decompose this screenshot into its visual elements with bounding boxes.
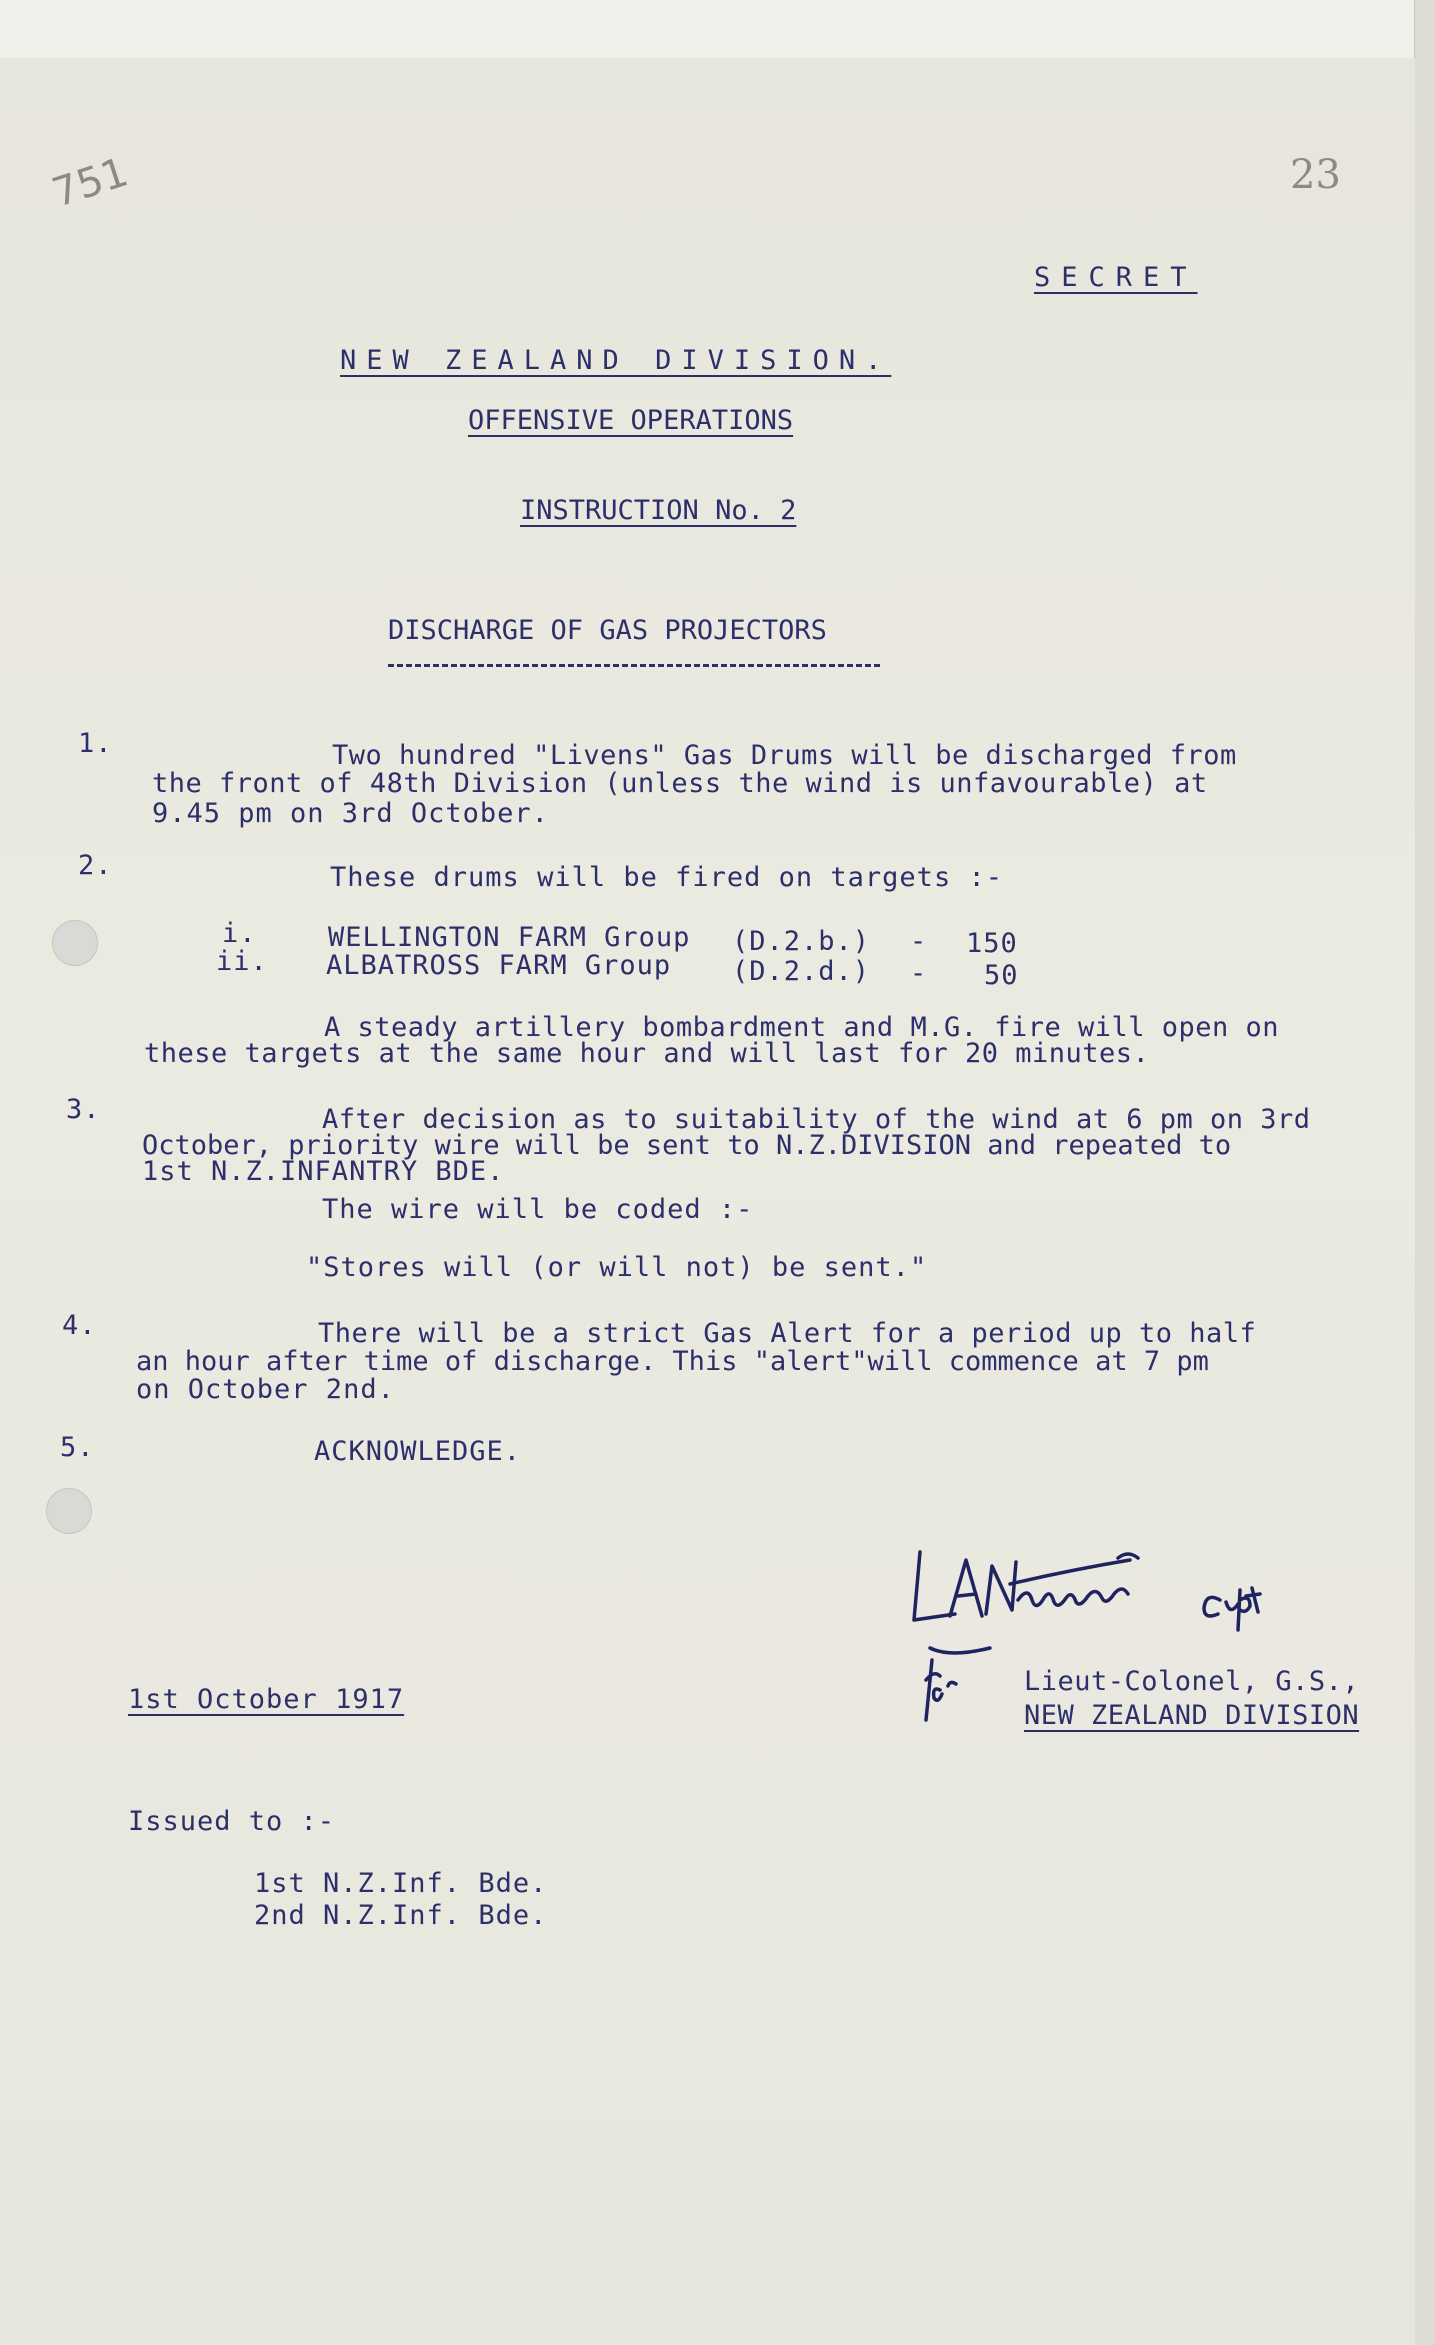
- paragraph-number: 2.: [78, 850, 113, 881]
- underlying-page-right-edge: [1414, 0, 1435, 2345]
- target-map-ref: (D.2.d.): [732, 956, 871, 987]
- archive-ref-number: 751: [46, 149, 134, 217]
- target-count: 50: [984, 960, 1019, 991]
- paragraph-3-line: 1st N.Z.INFANTRY BDE.: [142, 1156, 505, 1187]
- paragraph-number: 1.: [78, 728, 113, 759]
- target-name: ALBATROSS FARM Group: [326, 950, 672, 981]
- coded-message: "Stores will (or will not) be sent.": [306, 1252, 928, 1283]
- paragraph-2-line: these targets at the same hour and will last for 20 minutes.: [144, 1038, 1150, 1069]
- division-heading: NEW ZEALAND DIVISION.: [340, 345, 892, 376]
- paragraph-4-line: There will be a strict Gas Alert for a period up to half: [318, 1318, 1257, 1349]
- paragraph-3-line: October, priority wire will be sent to N.Z.DIVISION and repeated to: [142, 1130, 1232, 1161]
- target-dash: -: [910, 926, 928, 957]
- paragraph-3-line: The wire will be coded :-: [322, 1194, 754, 1225]
- underlying-page-edge: [0, 0, 1435, 60]
- paragraph-2-intro: These drums will be fired on targets :-: [330, 862, 1003, 893]
- acknowledge-instruction: ACKNOWLEDGE.: [314, 1436, 522, 1467]
- target-name: WELLINGTON FARM Group: [328, 922, 691, 953]
- paragraph-4-line: on October 2nd.: [136, 1374, 395, 1405]
- recipient: 1st N.Z.Inf. Bde.: [254, 1868, 548, 1899]
- target-number: i.: [222, 918, 257, 949]
- target-map-ref: (D.2.b.): [732, 926, 871, 957]
- page-number: 23: [1290, 152, 1341, 198]
- paragraph-1-line: Two hundred "Livens" Gas Drums will be discharged from: [332, 740, 1237, 771]
- document-date: 1st October 1917: [128, 1684, 405, 1715]
- punch-hole: [52, 920, 98, 966]
- operations-heading: OFFENSIVE OPERATIONS: [468, 405, 794, 436]
- subject-underline: [388, 664, 880, 667]
- issued-to-label: Issued to :-: [128, 1806, 336, 1837]
- paragraph-3-line: After decision as to suitability of the wind at 6 pm on 3rd: [322, 1104, 1311, 1135]
- instruction-heading: INSTRUCTION No. 2: [520, 495, 797, 526]
- signatory-title: Lieut-Colonel, G.S.,: [1024, 1666, 1360, 1697]
- target-number: ii.: [216, 946, 268, 977]
- recipient: 2nd N.Z.Inf. Bde.: [254, 1900, 548, 1931]
- target-dash: -: [910, 958, 928, 989]
- paragraph-2-line: A steady artillery bombardment and M.G. fire will open on: [324, 1012, 1280, 1043]
- paragraph-1-line: the front of 48th Division (unless the wind is unfavourable) at: [152, 768, 1208, 799]
- paragraph-1-line: 9.45 pm on 3rd October.: [152, 798, 549, 829]
- paragraph-number: 5.: [60, 1432, 95, 1463]
- target-count: 150: [966, 928, 1018, 959]
- punch-hole: [46, 1488, 92, 1534]
- paragraph-4-line: an hour after time of discharge. This "alert"will commence at 7 pm: [136, 1346, 1209, 1377]
- subject-heading: DISCHARGE OF GAS PROJECTORS: [388, 615, 827, 646]
- paragraph-number: 3.: [66, 1094, 101, 1125]
- paragraph-number: 4.: [62, 1310, 97, 1341]
- classification-mark: SECRET: [1034, 262, 1198, 293]
- signatory-unit: NEW ZEALAND DIVISION: [1024, 1700, 1360, 1731]
